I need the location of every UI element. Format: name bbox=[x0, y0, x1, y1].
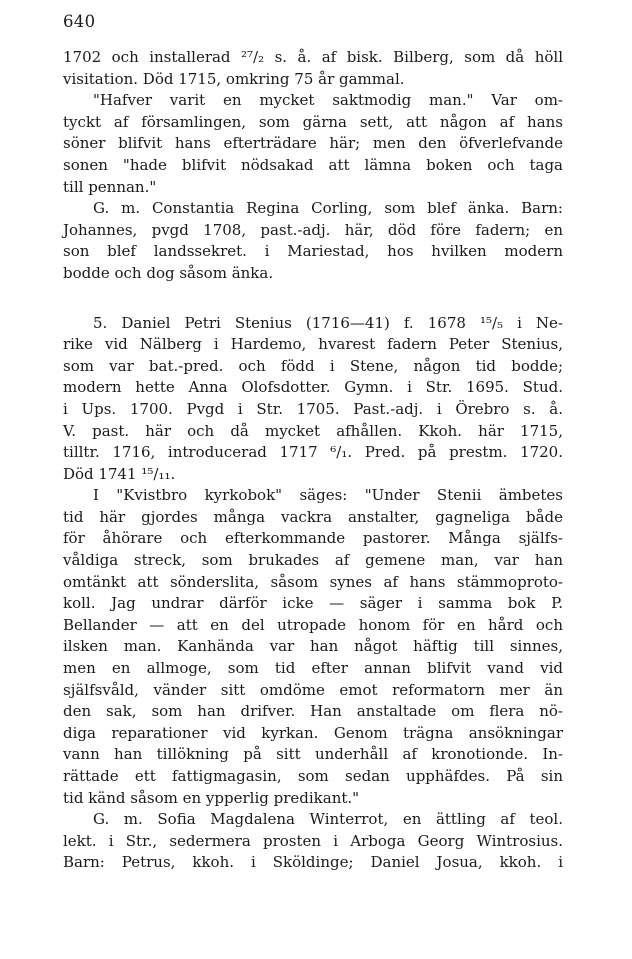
text-line: själfsvåld, vänder sitt omdöme emot reformatorn mer än bbox=[63, 680, 563, 699]
text-line: modern hette Anna Olofsdotter. Gymn. i Str. 1695. Stud. bbox=[63, 378, 563, 397]
text-line: tilltr. 1716, introducerad 1717 ⁶/₁. Pred. på prestm. 1720. bbox=[63, 443, 563, 462]
text-line: sonen "hade blifvit nödsakad att lämna boken och taga bbox=[63, 155, 563, 174]
text-line: omtänkt att sönderslita, såsom synes af hans stämmoproto- bbox=[63, 572, 563, 591]
text-line: Död 1741 ¹⁵/₁₁. bbox=[63, 464, 176, 483]
text-line: diga reparationer vid kyrkan. Genom trägna ansökningar bbox=[63, 723, 563, 742]
page-number: 640 bbox=[63, 12, 96, 31]
entry-heading-line: 5. Daniel Petri Stenius (1716—41) f. 1678 ¹⁵/₅ i Ne- bbox=[93, 313, 563, 332]
text-line: rike vid Nälberg i Hardemo, hvarest fadern Peter Stenius, bbox=[63, 335, 563, 354]
body-text bbox=[63, 47, 563, 874]
text-line: I "Kvistbro kyrkobok" säges: "Under Stenii ämbetes bbox=[93, 486, 563, 505]
text-line: V. past. här och då mycket afhållen. Kkoh. här 1715, bbox=[63, 421, 563, 440]
text-line: som var bat.-pred. och född i Stene, någon tid bodde; bbox=[63, 356, 563, 375]
text-line: tyckt af församlingen, som gärna sett, att någon af hans bbox=[63, 112, 563, 131]
text-line: ilsken man. Kanhända var han något häftig till sinnes, bbox=[63, 637, 563, 656]
text-line: "Hafver varit en mycket saktmodig man." Var om- bbox=[93, 91, 563, 110]
text-line: 1702 och installerad ²⁷/₂ s. å. af bisk. Bilberg, som då höll bbox=[63, 48, 563, 66]
text-line: G. m. Constantia Regina Corling, som blef änka. Barn: bbox=[93, 199, 563, 218]
text-line: Barn: Petrus, kkoh. i Sköldinge; Daniel Josua, kkoh. i bbox=[63, 853, 563, 872]
text-line: bodde och dog såsom änka. bbox=[63, 263, 274, 282]
text-line: våldiga streck, som brukades af gemene man, var han bbox=[63, 551, 563, 570]
text-line: Johannes, pvgd 1708, past.-adj. här, död före fadern; en bbox=[63, 220, 563, 239]
text-line: till pennan." bbox=[63, 177, 157, 196]
text-line: tid känd såsom en ypperlig predikant." bbox=[63, 788, 360, 807]
text-line: visitation. Död 1715, omkring 75 år gammal. bbox=[63, 69, 405, 88]
text-line: tid här gjordes många vackra anstalter, gagneliga både bbox=[63, 507, 563, 526]
text-line: Bellander — att en del utropade honom för en hård och bbox=[63, 615, 563, 634]
text-line: lekt. i Str., sedermera prosten i Arboga Georg Wintrosius. bbox=[63, 831, 563, 850]
text-line: i Ups. 1700. Pvgd i Str. 1705. Past.-adj. i Örebro s. å. bbox=[63, 399, 563, 418]
text-line: son blef landssekret. i Mariestad, hos hvilken modern bbox=[63, 242, 563, 261]
text-line: vann han tillökning på sitt underhåll af kronotionde. In- bbox=[63, 745, 563, 764]
text-line: G. m. Sofia Magdalena Winterrot, en ättling af teol. bbox=[93, 810, 563, 829]
section-gap bbox=[63, 285, 563, 313]
text-line: rättade ett fattigmagasin, som sedan upphäfdes. På sin bbox=[63, 767, 563, 785]
text-line: koll. Jag undrar därför icke — säger i samma bok P. bbox=[63, 594, 563, 613]
text-line: den sak, som han drifver. Han anstaltade om flera nö- bbox=[63, 702, 563, 721]
text-line: men en allmoge, som tid efter annan blifvit vand vid bbox=[63, 659, 563, 678]
text-line: söner blifvit hans efterträdare här; men den öfverlefvande bbox=[63, 134, 563, 153]
text-line: för åhörare och efterkommande pastorer. Många själfs- bbox=[63, 529, 563, 548]
